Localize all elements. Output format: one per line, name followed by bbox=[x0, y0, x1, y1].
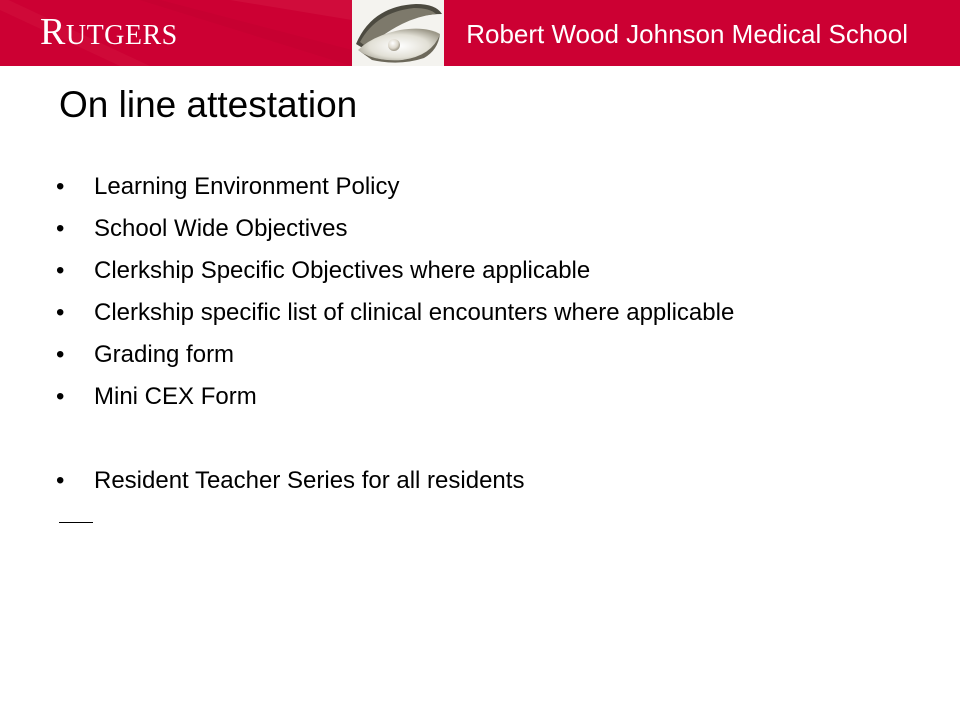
school-name: Robert Wood Johnson Medical School bbox=[466, 19, 908, 49]
logo-rest: UTGERS bbox=[65, 20, 178, 51]
logo-initial: R bbox=[40, 11, 66, 53]
header-logo-panel bbox=[0, 0, 352, 66]
list-item-text: Resident Teacher Series for all residents bbox=[94, 467, 525, 494]
list-item-text: Learning Environment Policy bbox=[94, 173, 400, 200]
list-item bbox=[56, 292, 936, 334]
list-item bbox=[56, 460, 936, 502]
rutgers-logo bbox=[40, 12, 178, 52]
list-item bbox=[56, 166, 936, 208]
footer-divider bbox=[59, 522, 93, 523]
list-item-text: Mini CEX Form bbox=[94, 383, 257, 410]
header-bar bbox=[0, 0, 960, 66]
list-item-text: Grading form bbox=[94, 341, 235, 368]
bullet-icon: • bbox=[56, 383, 65, 410]
list-item bbox=[56, 334, 936, 376]
list-item-text: School Wide Objectives bbox=[94, 215, 348, 242]
list-item bbox=[56, 376, 936, 418]
list-spacer bbox=[56, 418, 936, 460]
list-item bbox=[56, 208, 936, 250]
bullet-icon: • bbox=[56, 299, 65, 326]
header-title-panel bbox=[444, 0, 960, 66]
list-item-text: Clerkship Specific Objectives where applicable bbox=[94, 257, 591, 284]
slide-title: On line attestation bbox=[59, 84, 358, 125]
bullet-list bbox=[56, 166, 936, 502]
list-item bbox=[56, 250, 936, 292]
bullet-icon: • bbox=[56, 257, 65, 284]
pearl-oyster-icon bbox=[352, 0, 444, 66]
bullet-icon: • bbox=[56, 467, 65, 494]
bullet-icon: • bbox=[56, 341, 65, 368]
bullet-icon: • bbox=[56, 173, 65, 200]
bullet-icon: • bbox=[56, 215, 65, 242]
list-item-text: Clerkship specific list of clinical encounters where applicable bbox=[94, 299, 735, 326]
